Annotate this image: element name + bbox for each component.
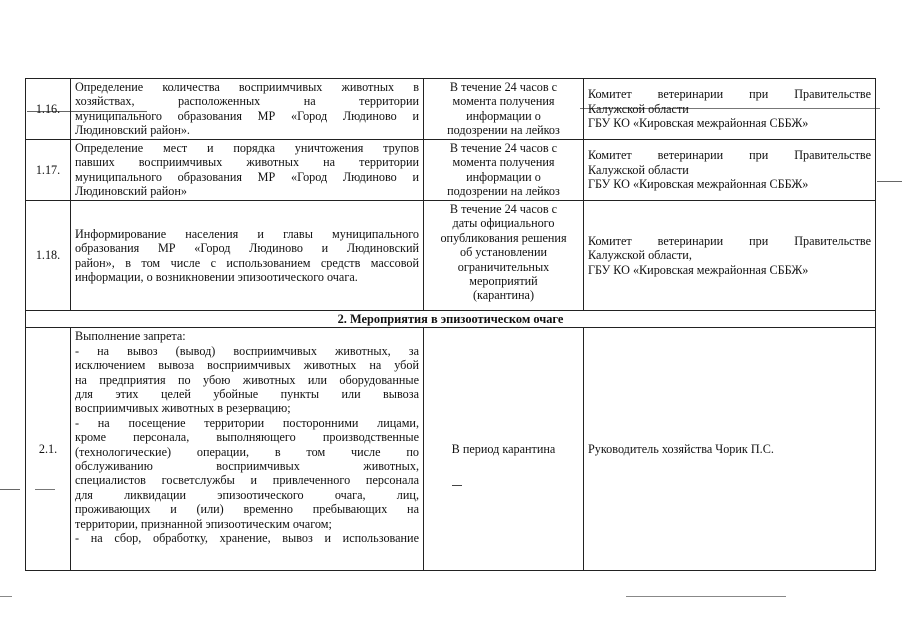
action-line: кроме персонала, выполняющего производственные xyxy=(75,430,419,445)
term-cell xyxy=(424,140,584,201)
responsible-line: Комитет ветеринарии при Правительстве xyxy=(588,87,871,102)
responsible-cell xyxy=(584,79,876,140)
term-cell xyxy=(424,79,584,140)
responsible-cell xyxy=(584,140,876,201)
action-cell xyxy=(71,79,424,140)
action-line: Определение мест и порядка уничтожения трупов xyxy=(75,141,419,155)
action-line: восприимчивых животных в резервацию; xyxy=(75,401,291,416)
row-number: 1.16. xyxy=(26,79,71,140)
responsible-line: Руководитель хозяйства Чорик П.С. xyxy=(588,442,774,457)
action-cell xyxy=(71,201,424,311)
term-cell xyxy=(424,201,584,311)
table-row xyxy=(26,201,876,311)
scan-artifact-line xyxy=(877,181,902,182)
term-line: (карантина) xyxy=(472,288,535,303)
action-cell xyxy=(71,140,424,201)
term-line: ограничительных xyxy=(457,259,550,274)
term-line: информации о xyxy=(466,169,541,184)
responsible-line: Калужской области, xyxy=(588,248,692,263)
action-line: (технологические) операции, в том числе по xyxy=(75,444,419,459)
action-line: специалистов госветслужбы и привлеченного персонала xyxy=(75,473,419,488)
row-number: 2.1. xyxy=(26,328,71,571)
action-cell xyxy=(71,328,424,571)
table-row xyxy=(26,328,876,571)
responsible-line: ГБУ КО «Кировская межрайонная СББЖ» xyxy=(588,116,809,131)
section-heading-row xyxy=(26,311,876,328)
action-line: образования МР «Город Людиново и Людиновский xyxy=(75,241,419,256)
action-line: проживающих и (или) временно пребывающих на xyxy=(75,502,419,517)
action-line: Людиновский район». xyxy=(75,123,190,138)
action-line: территории, признанной эпизоотическим очагом; xyxy=(75,516,332,531)
scan-artifact-line xyxy=(0,489,20,490)
responsible-line: Комитет ветеринарии при Правительстве xyxy=(588,233,871,248)
action-line: обслуживанию восприимчивых животных, xyxy=(75,459,419,474)
measures-table xyxy=(25,78,876,571)
term-line: опубликования решения xyxy=(440,230,567,245)
term-line: информации о xyxy=(466,108,541,123)
row-number: 1.17. xyxy=(26,140,71,201)
responsible-line: Комитет ветеринарии при Правительстве xyxy=(588,148,871,163)
responsible-cell xyxy=(584,201,876,311)
term-line: подозрении на лейкоз xyxy=(447,123,560,138)
action-line: Выполнение запрета: xyxy=(75,329,186,344)
responsible-line: Калужской области xyxy=(588,162,689,177)
scan-artifact-line xyxy=(0,596,12,597)
action-line: для ликвидации эпизоотического очага, лиц, xyxy=(75,487,419,502)
action-line: исключением вывоза восприимчивых животных на убой xyxy=(75,358,419,373)
action-line: Информирование населения и главы муниципального xyxy=(75,226,419,241)
term-line: об установлении xyxy=(460,245,547,260)
term-line: даты официального xyxy=(452,216,555,231)
term-line: В течение 24 часов с xyxy=(449,202,558,216)
section-heading: 2. Мероприятия в эпизоотическом очаге xyxy=(26,311,876,328)
term-line: В течение 24 часов с xyxy=(449,80,558,94)
responsible-line: Калужской области xyxy=(588,101,689,116)
action-line: хозяйствах, расположенных на территории xyxy=(75,94,419,109)
action-line: район», в том числе с использованием средств массовой xyxy=(75,255,419,270)
action-line: для этих целей убойные пункты или вывоза xyxy=(75,387,419,402)
scan-artifact-line xyxy=(626,596,786,597)
term-line: В течение 24 часов с xyxy=(449,141,558,155)
action-line: муниципального образования МР «Город Людиново и xyxy=(75,108,419,123)
action-line: Людиновский район» xyxy=(75,184,187,199)
term-line: момента получения xyxy=(452,94,555,109)
term-line: мероприятий xyxy=(469,274,538,289)
action-line: муниципального образования МР «Город Людиново и xyxy=(75,169,419,184)
row-number: 1.18. xyxy=(26,201,71,311)
action-line: на предприятия по убою животных или оборудованные xyxy=(75,372,419,387)
responsible-cell xyxy=(584,328,876,571)
action-line: Определение количества восприимчивых животных в xyxy=(75,80,419,94)
action-line: - на сбор, обработку, хранение, вывоз и использование xyxy=(75,531,419,546)
action-line: - на вывоз (вывод) восприимчивых животных, за xyxy=(75,343,419,358)
table-row xyxy=(26,79,876,140)
term-cell: В период карантина xyxy=(424,328,584,571)
action-line: - на посещение территории посторонними лицами, xyxy=(75,415,419,430)
responsible-line: ГБУ КО «Кировская межрайонная СББЖ» xyxy=(588,262,809,277)
action-line: информации, о возникновении эпизоотического очага. xyxy=(75,269,358,284)
term-line: подозрении на лейкоз xyxy=(447,184,560,199)
action-line: павших восприимчивых животных на территории xyxy=(75,155,419,170)
responsible-line: ГБУ КО «Кировская межрайонная СББЖ» xyxy=(588,177,809,192)
term-line: момента получения xyxy=(452,155,555,170)
table-row xyxy=(26,140,876,201)
